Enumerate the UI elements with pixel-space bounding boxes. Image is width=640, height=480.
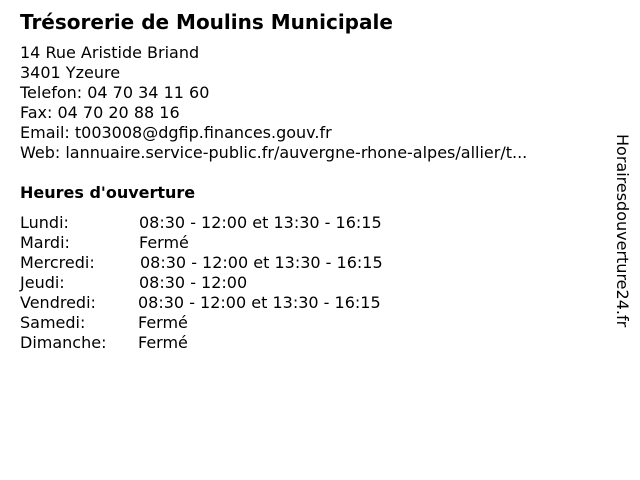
hours-value: 08:30 - 12:00 et 13:30 - 16:15 — [139, 213, 382, 232]
hours-value: 08:30 - 12:00 — [139, 273, 248, 292]
hours-heading: Heures d'ouverture — [20, 183, 196, 202]
brand-watermark: Horairesdouverture24.fr — [613, 134, 632, 328]
email-text: Email: t003008@dgfip.finances.gouv.fr — [20, 123, 332, 142]
day-label: Lundi: — [20, 213, 69, 232]
hours-value: Fermé — [139, 233, 189, 252]
hours-value: Fermé — [138, 333, 188, 352]
day-label: Dimanche: — [20, 333, 107, 352]
phone-text: Telefon: 04 70 34 11 60 — [20, 83, 210, 102]
web-text: Web: lannuaire.service-public.fr/auvergne-rhone-alpes/allier/t... — [20, 143, 528, 162]
hours-value: Fermé — [138, 313, 188, 332]
day-label: Mercredi: — [20, 253, 95, 272]
page-title: Trésorerie de Moulins Municipale — [20, 10, 393, 34]
contact-block — [20, 43, 527, 163]
fax-text: Fax: 04 70 20 88 16 — [20, 103, 180, 122]
day-label: Samedi: — [20, 313, 86, 332]
hours-value: 08:30 - 12:00 et 13:30 - 16:15 — [138, 293, 381, 312]
hours-value: 08:30 - 12:00 et 13:30 - 16:15 — [140, 253, 383, 272]
address-street: 14 Rue Aristide Briand — [20, 43, 200, 62]
address-city: 3401 Yzeure — [20, 63, 121, 82]
day-label: Vendredi: — [20, 293, 96, 312]
day-label: Jeudi: — [20, 273, 65, 292]
day-label: Mardi: — [20, 233, 70, 252]
